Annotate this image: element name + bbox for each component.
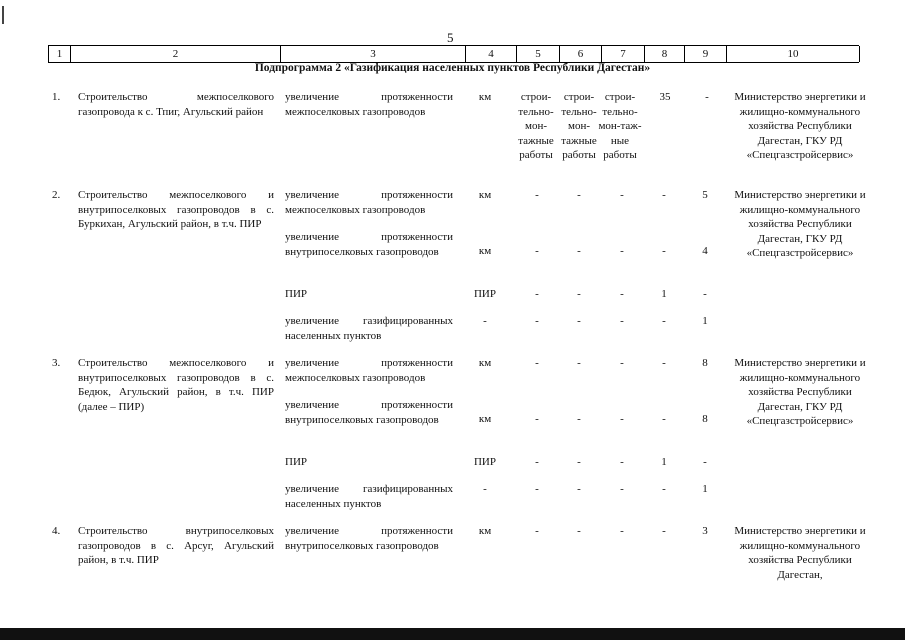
header-col-3: 3: [281, 46, 466, 62]
value-col9: 8: [702, 413, 708, 425]
unit: -: [483, 483, 487, 495]
header-col-5: 5: [517, 46, 560, 62]
row-number: 3.: [52, 357, 61, 369]
unit: км: [478, 189, 492, 201]
value-col8: -: [662, 189, 666, 201]
indicator-name: увеличение протяженности межпоселковых газопроводов: [285, 91, 453, 118]
indicator-name: увеличение протяженности внутрипоселковых газопроводов: [285, 231, 453, 258]
value-col9: 1: [702, 483, 708, 495]
header-col-7: 7: [602, 46, 645, 62]
value-col7: -: [620, 525, 624, 537]
object-name: Строительство межпоселкового и внутрипоселковых газопроводов в с. Буркихан, Агульский район, в т.ч. ПИР: [78, 189, 274, 230]
header-col-4: 4: [466, 46, 517, 62]
executor: Министерство энергетики и жилищно-коммунального хозяйства Республики Дагестан, ГКУ РД «Спецгазстройсервис»: [734, 91, 866, 161]
object-name: Строительство межпоселкового газопровода к с. Тпиг, Агульский район: [78, 91, 274, 118]
value-col6: -: [577, 315, 581, 327]
unit: км: [478, 245, 492, 257]
executor: Министерство энергетики и жилищно-коммунального хозяйства Республики Дагестан, ГКУ РД «Спецгазстройсервис»: [734, 189, 866, 259]
value-col9: -: [703, 456, 707, 468]
value-col8: -: [662, 357, 666, 369]
value-col9: 5: [702, 189, 708, 201]
value-col8: -: [662, 525, 666, 537]
unit: км: [478, 413, 492, 425]
unit: -: [483, 315, 487, 327]
value-col7: -: [620, 315, 624, 327]
page-number: 5: [447, 30, 454, 45]
value-col6: -: [577, 357, 581, 369]
value-col7: -: [620, 413, 624, 425]
value-col8: -: [662, 413, 666, 425]
value-col9: 1: [702, 315, 708, 327]
value-col6: -: [577, 483, 581, 495]
value-col9: -: [703, 288, 707, 300]
object-name: Строительство межпоселкового и внутрипоселковых газопроводов в с. Бедюк, Агульский район, в т.ч. ПИР (далее – ПИР): [78, 357, 274, 413]
indicator-name: увеличение газифицированных населенных пунктов: [285, 315, 453, 342]
value-col6: -: [577, 456, 581, 468]
value-col6: -: [577, 189, 581, 201]
value-col6: -: [577, 413, 581, 425]
value-col5: -: [535, 483, 539, 495]
unit: ПИР: [473, 456, 496, 468]
value-col5: -: [535, 525, 539, 537]
value-col7: -: [620, 483, 624, 495]
value-col5: -: [535, 245, 539, 257]
header-col-9: 9: [685, 46, 727, 62]
value-col6: -: [577, 245, 581, 257]
value-col7: -: [620, 357, 624, 369]
indicator-name: увеличение газифицированных населенных пунктов: [285, 483, 453, 510]
value-col8: 1: [661, 288, 667, 300]
value-col5: -: [535, 288, 539, 300]
value-col5: -: [535, 456, 539, 468]
executor: Министерство энергетики и жилищно-коммунального хозяйства Республики Дагестан,: [734, 525, 866, 581]
value-col5: -: [535, 357, 539, 369]
work-type-col7: строи-тельно-мон-таж-ные работы: [598, 91, 642, 161]
subprogram-title: Подпрограмма 2 «Газификация населенных пунктов Республики Дагестан»: [254, 62, 651, 74]
header-col-6: 6: [560, 46, 602, 62]
work-type-col5: строи-тельно-мон-тажные работы: [518, 91, 554, 161]
header-col-2: 2: [71, 46, 281, 62]
scan-artifact: [2, 6, 4, 24]
row-number: 1.: [52, 91, 61, 103]
value-col6: -: [577, 525, 581, 537]
object-name: Строительство внутрипоселковых газопроводов в с. Арсуг, Агульский район, в т.ч. ПИР: [78, 525, 274, 566]
value-col7: -: [620, 189, 624, 201]
value-col5: -: [535, 413, 539, 425]
header-col-10: 10: [727, 46, 860, 62]
value-col9: 3: [702, 525, 708, 537]
header-col-8: 8: [645, 46, 685, 62]
indicator-name: увеличение протяженности внутрипоселковых газопроводов: [285, 525, 453, 552]
value-col7: -: [620, 288, 624, 300]
indicator-name: ПИР: [285, 288, 308, 300]
value-col7: -: [620, 245, 624, 257]
scan-bottom-edge: [0, 628, 905, 640]
value-col7: -: [620, 456, 624, 468]
indicator-name: увеличение протяженности межпоселковых газопроводов: [285, 189, 453, 216]
indicator-name: ПИР: [285, 456, 308, 468]
value-col9: -: [705, 91, 709, 103]
executor: Министерство энергетики и жилищно-коммунального хозяйства Республики Дагестан, ГКУ РД «Спецгазстройсервис»: [734, 357, 866, 427]
value-col8: 35: [659, 91, 671, 103]
value-col9: 4: [702, 245, 708, 257]
unit: км: [478, 91, 492, 103]
header-col-1: 1: [49, 46, 71, 62]
value-col9: 8: [702, 357, 708, 369]
indicator-name: увеличение протяженности внутрипоселковых газопроводов: [285, 399, 453, 426]
indicator-name: увеличение протяженности межпоселковых газопроводов: [285, 357, 453, 384]
value-col8: -: [662, 245, 666, 257]
value-col5: -: [535, 189, 539, 201]
value-col8: -: [662, 315, 666, 327]
value-col8: 1: [661, 456, 667, 468]
unit: км: [478, 357, 492, 369]
work-type-col6: строи-тельно-мон-тажные работы: [561, 91, 597, 161]
value-col8: -: [662, 483, 666, 495]
unit: ПИР: [473, 288, 496, 300]
row-number: 4.: [52, 525, 61, 537]
value-col6: -: [577, 288, 581, 300]
value-col5: -: [535, 315, 539, 327]
column-number-header: [48, 45, 859, 63]
unit: км: [478, 525, 492, 537]
row-number: 2.: [52, 189, 61, 201]
